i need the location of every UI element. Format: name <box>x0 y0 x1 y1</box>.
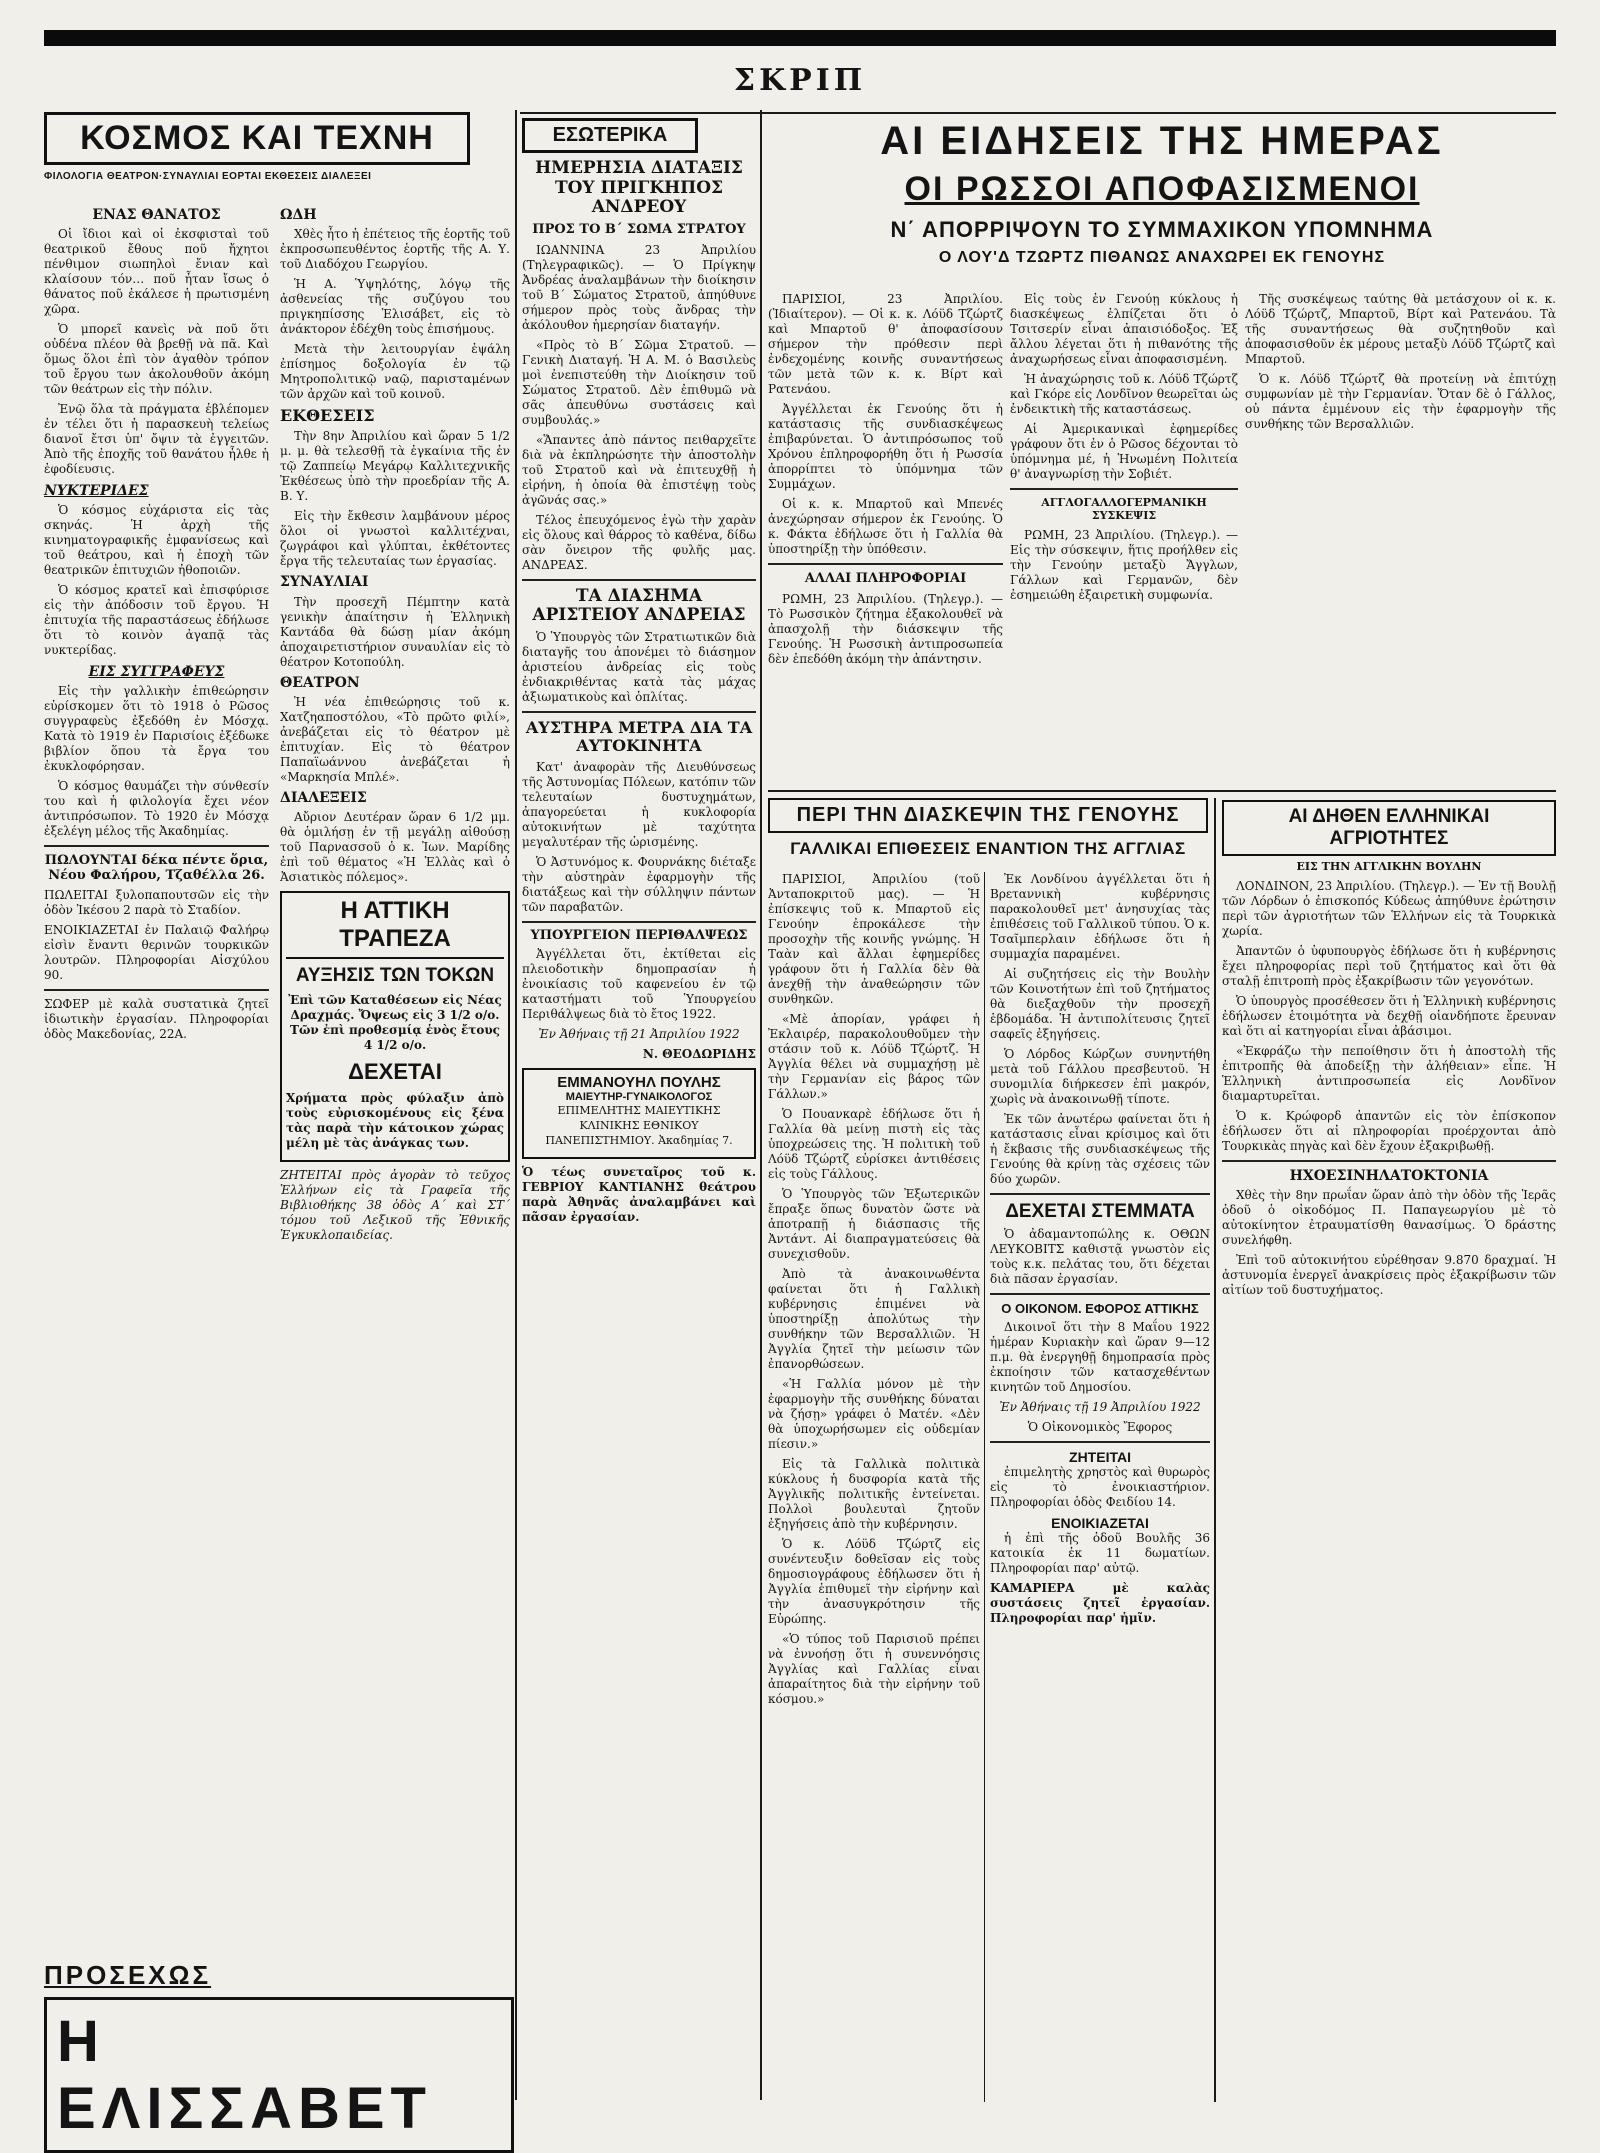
article-heading: ΕΝΑΣ ΘΑΝΑΤΟΣ <box>92 207 221 223</box>
article-subheading: ΕΙΣ ΤΗΝ ΑΓΓΛΙΚΗΝ ΒΟΥΛΗΝ <box>1296 860 1482 873</box>
paragraph: Ὁ ὑπουργὸς προσέθεσεν ὅτι ἡ Ἑλληνικὴ κυβέρνησις ἐδήλωσεν ἑτοιμότητα νὰ δεχθῇ οἱανδήποτε ἔρευναν καὶ ὅτι αἱ κατηγορίαι εἶναι ἀβάσιμοι. <box>1222 994 1556 1038</box>
column-rule <box>760 110 762 2100</box>
column-1 <box>44 205 269 1905</box>
notice-text: Δικοινοῖ ὅτι τὴν 8 Μαΐου 1922 ἡμέραν Κυριακὴν καὶ ὥραν 9—12 π.μ. θὰ ἐνεργηθῇ δημοπρασία πρὸς ἐκποίησιν τῶν κατασχεθέντων κινητῶν τοῦ Δημοσίου. <box>990 1320 1210 1394</box>
paragraph: Κατ' ἀναφορὰν τῆς Διευθύνσεως τῆς Ἀστυνομίας Πόλεων, κατόπιν τῶν τελευταίων δυστυχημάτων, ἀπαγορεύεται ἡ κυκλοφορία αὐτοκινήτων μὲ ταχύτητα μεγαλυτέραν τῆς ὡρισμένης. <box>522 759 756 849</box>
classified-heading: ΖΗΤΕΙΤΑΙ <box>1069 1449 1131 1465</box>
news-col-a <box>768 292 1003 782</box>
article-heading: ΗΧΟΕΣΙΝΗΛΑΤΟΚΤΟΝΙΑ <box>1289 1168 1489 1184</box>
paragraph: Εἰς τὴν γαλλικὴν ἐπιθεώρησιν εὑρίσκομεν ὅτι τὸ 1918 ὁ Ρῶσος συγγραφεὺς ἐξεδόθη ἐν Μόσχᾳ. Κατὰ τὸ 1919 ἐν Παρισίοις ἐξέδωκε βιβλίον ὅπου τὰ ἔργα του ἐκυκλοφόρησαν. <box>44 684 269 774</box>
classified-ad: ΖΗΤΕΙΤΑΙ πρὸς ἀγορὰν τὸ τεῦχος Ἑλλήνων εἰς τὰ Γραφεῖα τῆς Βιβλιοθήκης 38 ὁδὸς Α΄ καὶ ΣΤ΄ τόμου τοῦ Λεξικοῦ τῆς Ἐθνικῆς Ἐγκυκλοπαιδείας. <box>280 1167 510 1242</box>
doctor-ad <box>522 1068 756 1159</box>
classified-text: ἡ ἐπὶ τῆς ὁδοῦ Βουλῆς 36 κατοικία ἐκ 11 δωματίων. Πληροφορίαι παρ' αὐτῷ. <box>990 1531 1210 1575</box>
ad-heading: ΕΜΜΑΝΟΥΗΛ ΠΟΥΛΗΣ <box>557 1074 721 1092</box>
column-3 <box>522 118 756 2108</box>
paragraph: «Ὁ τύπος τοῦ Παρισιοῦ πρέπει νὰ ἐννοήσῃ ὅτι ἡ συνεννόησις Ἀγγλίας καὶ Γαλλίας εἶναι ἀπαραίτητος διὰ τὴν εἰρήνην τοῦ κόσμου.» <box>768 1632 980 1706</box>
article-heading: ΘΕΑΤΡΟΝ <box>280 674 360 691</box>
news-col-c <box>1245 292 1556 782</box>
divider <box>522 579 756 581</box>
signature-name: Ν. ΘΕΟΔΩΡΙΔΗΣ <box>642 1047 756 1062</box>
paragraph: Ἐπὶ τοῦ αὐτοκινήτου εὑρέθησαν 9.870 δραχμαί. Ἡ ἀστυνομία ἐνεργεῖ ἀνακρίσεις πρὸς ἐξακρίβωσιν τῶν αἰτίων τοῦ δυστυχήματος. <box>1222 1253 1556 1298</box>
banner-title: Η ΕΛΙΣΣΑΒΕΤ <box>44 1997 514 2153</box>
article-heading: ΔΙΑΛΕΞΕΙΣ <box>280 789 367 806</box>
column-rule <box>515 110 517 2100</box>
divider <box>44 989 269 991</box>
notice-signature: Ὁ Οἰκονομικὸς Ἔφορος <box>1027 1420 1173 1434</box>
notice-date: Ἐν Ἀθήναις τῇ 19 Ἀπριλίου 1922 <box>999 1400 1201 1414</box>
paragraph: Ὁ κόσμος κρατεῖ καὶ ἐπισφύρισε εἰς τὴν ἀπόδοσιν τοῦ ἔργου. Ἡ ἐπιτυχία τῆς παραστάσεως ἐδήλωσε ὅτι τὸ κοινὸν ἀγαπᾷ τὰς νυκτερίδας. <box>44 583 269 658</box>
ad-heading: Η ΑΤΤΙΚΗ ΤΡΑΠΕΖΑ <box>286 897 504 959</box>
divider <box>1010 488 1238 490</box>
article-heading: ΩΔΗ <box>280 207 317 223</box>
paragraph: Ἐκ τῶν ἀνωτέρω φαίνεται ὅτι ἡ κατάστασις εἶναι κρίσιμος καὶ ὅτι ἡ ἔκβασις τῆς συνδιασκέψεως τῆς Γενούης θὰ κρίνῃ τὰς σχέσεις τῶν δύο χωρῶν. <box>990 1112 1210 1186</box>
paragraph: Εἰς τὰ Γαλλικὰ πολιτικὰ κύκλους ἡ δυσφορία κατὰ τῆς Ἀγγλικῆς πολιτικῆς ἐντείνεται. Πολλοὶ βουλευταὶ ζητοῦν ἐξηγήσεις ἀπὸ τὴν κυβέρνησιν. <box>768 1457 980 1531</box>
paragraph: Τὴν 8ην Ἀπριλίου καὶ ὥραν 5 1/2 μ. μ. θὰ τελεσθῇ τὰ ἐγκαίνια τῆς ἐν τῷ Ζαππείῳ Μεγάρῳ Καλλιτεχνικῆς Ἐκθέσεως ὑπὸ τὴν προεδρίαν τῆς Α. Β. Υ. <box>280 429 510 504</box>
paragraph: «Ἐκφράζω τὴν πεποίθησιν ὅτι ἡ ἀποστολὴ τῆς ἐπιτροπῆς θὰ ἀποδείξῃ τὴν ἀλήθειαν» εἶπε. Ἡ Ἑλληνικὴ ἀντιπροσωπεία εἰς Λονδῖνον διαμαρτυρεῖται. <box>1222 1044 1556 1103</box>
paragraph: Ἡ νέα ἐπιθεώρησις τοῦ κ. Χατζηαποστόλου, «Τὸ πρῶτο φιλί», ἀνεβάζεται εἰς τὸ θέατρον μὲ ἐπιτυχίαν. Εἰς τὸ θέατρον Παπαϊωάννου ἀνεβάζεται ἡ «Μαρκησία Μπλέ». <box>280 694 510 784</box>
paragraph: «Πρὸς τὸ Β΄ Σῶμα Στρατοῦ. — Γενικὴ Διαταγή. Ἡ Α. Μ. ὁ Βασιλεὺς μοὶ ἐνεπιστεύθη τὴν Διοίκησιν τοῦ Σώματος Στρατοῦ. Δὲν ἐπιθυμῶ νὰ σᾶς ἀπευθύνω συστάσεις καὶ συμβουλάς.» <box>522 337 756 427</box>
paragraph: Μετὰ τὴν λειτουργίαν ἐψάλη ἐπίσημος δοξολογία ἐν τῷ Μητροπολιτικῷ ναῷ, παρισταμένων τῶν ἀρχῶν καὶ τοῦ κοινοῦ. <box>280 342 510 402</box>
paragraph: Ὁ κόσμος θαυμάζει τὴν σύνθεσίν του καὶ ἡ φιλολογία ἔχει νέον ἀντιπρόσωπον. Τὸ 1920 ἐν Μόσχᾳ ἐξελέγη μέλος τῆς Ἀκαδημίας. <box>44 779 269 839</box>
classified-ad: ΣΩΦΕΡ μὲ καλὰ συστατικὰ ζητεῖ ἰδιωτικὴν ἐργασίαν. Πληροφορίαι ὁδὸς Μακεδονίας, 22Α. <box>44 997 269 1042</box>
column-2 <box>280 205 510 1950</box>
paragraph: Ἀπαντῶν ὁ ὑφυπουργὸς ἐδήλωσε ὅτι ἡ κυβέρνησις ἔχει πληροφορίας περὶ τοῦ ζητήματος καὶ ὅτι θὰ σταλῇ ἐπιτροπὴ πρὸς ἐξακρίβωσιν τῶν γεγονότων. <box>1222 944 1556 988</box>
column-rule <box>1214 798 1216 2102</box>
bottom-banner <box>44 1960 514 2141</box>
news-col-b <box>1010 292 1238 782</box>
classified-ad: ΚΑΜΑΡΙΕΡΑ μὲ καλὰς συστάσεις ζητεῖ ἐργασίαν. Πληροφορίαι παρ' ἡμῖν. <box>990 1581 1210 1625</box>
main-subheadline: Ν΄ ΑΠΟΡΡΙΨΟΥΝ ΤΟ ΣΥΜΜΑΧΙΚΟΝ ΥΠΟΜΝΗΜΑ <box>890 217 1434 242</box>
bank-ad <box>280 891 510 1162</box>
article-heading: ΑΙ ΔΗΘΕΝ ΕΛΛΗΝΙΚΑΙ ΑΓΡΙΟΤΗΤΕΣ <box>1222 800 1556 856</box>
ad-heading: ΔΕΧΕΤΑΙ ΣΤΕΜΜΑΤΑ <box>1005 1201 1195 1222</box>
article-subheading: ΠΡΟΣ ΤΟ Β΄ ΣΩΜΑ ΣΤΡΑΤΟΥ <box>532 221 746 237</box>
paragraph: Εἰς τὴν ἔκθεσιν λαμβάνουν μέρος ὅλοι οἱ γνωστοὶ καλλιτέχναι, ζωγράφοι καὶ γλύπται, ἐκθέτοντες ἔργα τῆς τελευταίας των ἐργασίας. <box>280 509 510 569</box>
ad-text: ΕΠΙΜΕΛΗΤΗΣ ΜΑΙΕΥΤΙΚΗΣ ΚΛΙΝΙΚΗΣ ΕΘΝΙΚΟΥ ΠΑΝΕΠΙΣΤΗΜΙΟΥ. Ἀκαδημίας 7. <box>545 1104 733 1148</box>
main-subheadline: Ο ΛΟΥ'Δ ΤΖΩΡΤΖ ΠΙΘΑΝΩΣ ΑΝΑΧΩΡΕΙ ΕΚ ΓΕΝΟΥΗΣ <box>938 249 1386 266</box>
paragraph: Ἡ Α. Ὑψηλότης, λόγῳ τῆς ἀσθενείας τῆς συζύγου του πριγκηπίσσης Ἐλισάβετ, εἰς τὸ ἀνάκτορον ἐδέχθη τοὺς ἐπισήμους. <box>280 277 510 337</box>
paragraph: Οἱ κ. κ. Μπαρτοῦ καὶ Μπενές ἀνεχώρησαν σήμερον ἐκ Γενούης. Ὁ κ. Φάκτα ἐδήλωσε ὅτι ἡ Γαλλία θὰ ὑποστηρίξῃ τὴν ὑπόθεσιν. <box>768 497 1003 556</box>
genoa-col-a <box>768 872 980 2102</box>
paragraph: Αἱ Ἀμερικανικαὶ ἐφημερίδες γράφουν ὅτι ἐν ὁ Ρῶσος δέχονται τὸ ὑπόμνημα μέ, ἡ Ἡνωμένη Πολιτεία θ' ἀναγνωρίσῃ τὴν Σοβιέτ. <box>1010 422 1238 481</box>
paragraph: Ὁ κ. Λόϋδ Τζώρτζ θὰ προτείνῃ νὰ ἐπιτύχῃ συμφωνίαν μὲ τὴν Γερμανίαν. Ὅταν δὲ ὁ Γάλλος, οὐ πάντα ἐμμένουν εἰς τὴν ἐφαρμογὴν τῆς συνθήκης τῶν Βερσαλλιῶν. <box>1245 372 1556 431</box>
paragraph: ΠΑΡΙΣΙΟΙ, Ἀπριλίου (τοῦ Ἀνταποκριτοῦ μας). — Ἡ ἐπίσκεψις τοῦ κ. Μπαρτοῦ εἰς Γενούην ἐπροκάλεσε τὴν προσοχὴν τῆς κοινῆς γνώμης. Ἡ Ταὰν καὶ ἄλλαι ἐφημερίδες γράφουν ὅτι ἡ Γαλλία δὲν θὰ ἀνεχθῇ τὴν ἀναθεώρησιν τῶν συνθηκῶν. <box>768 872 980 1006</box>
paragraph: Ὁ Λόρδος Κώρζων συνηντήθη μετὰ τοῦ Γάλλου πρεσβευτοῦ. Ἡ συνομιλία διήρκεσεν ἐπὶ μακρόν, χωρὶς νὰ ἀνακοινωθῇ τίποτε. <box>990 1047 1210 1106</box>
column-5 <box>1222 800 1556 2100</box>
paragraph: «Ἅπαντες ἀπὸ πάντος πειθαρχεῖτε διὰ νὰ ἐκπληρώσητε τὴν ἀποστολὴν τοῦ Στρατοῦ καὶ νὰ ἐπιτευχθῇ ἡ εἰρήνη, ἡ ὁποία θὰ ἐπιστέψῃ τοὺς ἀγῶνάς σας.» <box>522 432 756 507</box>
ad-subheading: ΜΑΙΕΥΤΗΡ-ΓΥΝΑΙΚΟΛΟΓΟΣ <box>565 1091 713 1104</box>
banner-label: ΠΡΟΣΕΧΩΣ <box>44 1960 212 1990</box>
article-heading: ΤΑ ΔΙΑΣΗΜΑ ΑΡΙΣΤΕΙΟΥ ΑΝΔΡΕΙΑΣ <box>532 585 746 626</box>
article-subheading: ΑΓΓΛΟΓΑΛΛΟΓΕΡΜΑΝΙΚΗ ΣΥΣΚΕΨΙΣ <box>1041 496 1207 522</box>
classified-ad: ΠΩΛΕΙΤΑΙ ξυλοπαπουτσῶν εἰς τὴν ὁδὸν Ἱκέσου 2 παρὰ τὸ Σταδίον. <box>44 888 269 918</box>
classified-text: ἐπιμελητὴς χρηστὸς καὶ θυρωρὸς εἰς τὸ ἐνοικιαστήριον. Πληροφορίαι ὁδὸς Φειδίου 14. <box>990 1465 1210 1509</box>
section-title: ΕΣΩΤΕΡΙΚΑ <box>522 118 698 153</box>
paragraph: ΠΑΡΙΣΙΟΙ, 23 Ἀπριλίου. (Ἰδιαίτερον). — Οἱ κ. κ. Λόϋδ Τζώρτζ καὶ Μπαρτοῦ θ' ἀποφασίσουν σήμερον τὴν πρόθεσιν περὶ ἐνδεχομένης κοινῆς συναντήσεως τῶν μετὰ τῶν κ. κ. Βίρτ καὶ Ρατενάου. <box>768 292 1003 396</box>
banner-headline: ΑΙ ΕΙΔΗΣΕΙΣ ΤΗΣ ΗΜΕΡΑΣ <box>880 119 1444 163</box>
article-heading: ΣΥΝΑΥΛΙΑΙ <box>280 574 369 591</box>
article-heading: ΑΥΣΤΗΡΑ ΜΕΤΡΑ ΔΙΑ ΤΑ ΑΥΤΟΚΙΝΗΤΑ <box>525 717 753 756</box>
paragraph: Ὁ Ὑπουργὸς τῶν Ἐξωτερικῶν ἔπραξε ὅπως δυνατὸν ὥστε νὰ ἀποτραπῇ ἡ διάσπασις τῆς Ἀντάντ. Αἱ διαπραγματεύσεις θὰ συνεχισθοῦν. <box>768 1187 980 1261</box>
paragraph: Ὁ κόσμος εὐχάριστα εἰς τὰς σκηνάς. Ἡ ἀρχὴ τῆς κινηματογραφικῆς ἐμφανίσεως καὶ τοῦ θεάτρου, καὶ ἡ ἐποχὴ τῶν θεατρικῶν ἐπιτυχιῶν ἠθοποιῶν. <box>44 503 269 578</box>
notice-heading: Ο ΟΙΚΟΝΟΜ. ΕΦΟΡΟΣ ΑΤΤΙΚΗΣ <box>1001 1301 1199 1316</box>
paragraph: Τῆς συσκέψεως ταύτης θὰ μετάσχουν οἱ κ. κ. Λόϋδ Τζώρτζ, Μπαρτοῦ, Βίρτ καὶ Ρατενάου. Τὰ τῆς συναντήσεως θὰ συζητηθοῦν καὶ ἀποφασισθοῦν ἐκ μέρους μεταξὺ Λόϋδ Τζώρτζ καὶ Μπαρτοῦ. <box>1245 292 1556 366</box>
paragraph: Ὁ κ. Λόϋδ Τζώρτζ εἰς συνέντευξιν δοθεῖσαν εἰς τοὺς δημοσιογράφους ἐδήλωσεν ὅτι ἡ Ἀγγλία ἐπιθυμεῖ τὴν εἰρήνην καὶ τὴν ἀνασυγκρότησιν τῆς Εὐρώπης. <box>768 1537 980 1626</box>
classified-heading: ΕΝΟΙΚΙΑΖΕΤΑΙ <box>1051 1515 1149 1531</box>
paragraph: Τὴν προσεχῆ Πέμπτην κατὰ γενικὴν ἀπαίτησιν ἡ Ἑλληνικὴ Καντάδα θὰ δώσῃ μίαν ἀκόμη ἀποχαιρετιστήριον συναυλίαν εἰς τὸ θέατρον Κοτοπούλη. <box>280 594 510 669</box>
genoa-header <box>768 798 1208 868</box>
paragraph: ΡΩΜΗ, 23 Ἀπριλίου. (Τηλεγρ.). — Τὸ Ρωσσικὸν ζήτημα ἐξακολουθεῖ νὰ ἀπασχολῇ τὴν διάσκεψιν τῆς Γενούης. Ἡ Ρωσσικὴ ἀντιπροσωπεία δὲν ἐπεδόθη ἀκόμη τὴν ἀπάντησιν. <box>768 592 1003 666</box>
divider <box>768 563 1003 565</box>
paragraph: Ἀγγέλλεται ὅτι, ἐκτίθεται εἰς πλειοδοτικὴν δημοπρασίαν ἡ ἐνοικίασις τοῦ καφενείου ἐν τῷ καταστήματι τοῦ Ὑπουργείου Περιθάλψεως διὰ τὸ ἔτος 1922. <box>522 947 756 1022</box>
article-heading: ΕΙΣ ΣΥΓΓΡΑΦΕΥΣ <box>88 664 225 681</box>
article-heading: ΕΚΘΕΣΕΙΣ <box>280 406 375 426</box>
paragraph: «Ἡ Γαλλία μόνον μὲ τὴν ἐφαρμογὴν τῆς συνθήκης δύναται νὰ ζήσῃ» γράφει ὁ Ματέν. «Δὲν θὰ ὑποχωρήσωμεν εἰς οὐδεμίαν πίεσιν.» <box>768 1377 980 1451</box>
divider <box>522 921 756 923</box>
section-strap: ΦΙΛΟΛΟΓΙΑ ΘΕΑΤΡΟΝ·ΣΥΝΑΥΛΙΑΙ ΕΟΡΤΑΙ ΕΚΘΕΣΕΙΣ ΔΙΑΛΕΞΕΙ <box>44 171 372 182</box>
paragraph: Οἱ ἴδιοι καὶ οἱ ἐκσφισταὶ τοῦ θεατρικοῦ ἔθους ποῦ ἤχητοι πένθιμον σιωπηλοὶ ἔνιαν καὶ κλαίσουν τόν… ποῦ ἦταν ἴσως ὁ θάνατος ποῦ ἐκάλεσε ἡ πρωτισμένη χῶρα. <box>44 227 269 317</box>
paragraph: Ἐκ Λονδίνου ἀγγέλλεται ὅτι ἡ Βρεταννικὴ κυβέρνησις παρακολουθεῖ μετ' ἀνησυχίας τὰς ἐπιθέσεις τοῦ Γαλλικοῦ τύπου. Ὁ κ. Τσαῖμπερλαιν ἐδήλωσε ὅτι ἡ συμμαχία παραμένει. <box>990 872 1210 961</box>
article-heading: ΗΜΕΡΗΣΙΑ ΔΙΑΤΑΞΙΣ ΤΟΥ ΠΡΙΓΚΗΠΟΣ ΑΝΔΡΕΟΥ <box>535 158 743 218</box>
ad-subheading: ΑΥΞΗΣΙΣ ΤΩΝ ΤΟΚΩΝ <box>295 964 495 986</box>
classified-ad: ΠΩΛΟΥΝΤΑΙ δέκα πέντε ὅρια, Νέου Φαλήρου, Τζαθέλλα 26. <box>44 853 269 884</box>
divider <box>990 1293 1210 1295</box>
paragraph: ΛΟΝΔΙΝΟΝ, 23 Ἀπριλίου. (Τηλεγρ.). — Ἐν τῇ Βουλῇ τῶν Λόρδων ὁ ἐπισκοπός Κύδεως ἀπηύθυνε ἐρώτησιν περὶ τῶν ἀγριοτήτων τῶν Ἑλλήνων εἰς τὰ Τουρκικὰ χωρία. <box>1222 879 1556 938</box>
divider <box>522 711 756 713</box>
ad-text: Ἐπὶ τῶν Καταθέσεων εἰς Νέας Δραχμάς. Ὄψεως εἰς 3 1/2 ο/ο. Τῶν ἐπὶ προθεσμίᾳ ἑνὸς ἔτους 4 1/2 ο/ο. <box>288 992 502 1052</box>
divider <box>44 845 269 847</box>
main-headline: ΟΙ ΡΩΣΣΟΙ ΑΠΟΦΑΣΙΣΜΕΝΟΙ <box>904 170 1420 208</box>
ad-text: Χρήματα πρὸς φύλαξιν ἀπὸ τοὺς εὐρισκομένους εἰς ξένα τὰς παρὰ τὴν κάτοικον χώρας μέλη μὲ τὰς ἀνάγκας των. <box>286 1090 504 1150</box>
divider <box>990 1193 1210 1195</box>
top-rule <box>44 30 1556 46</box>
paragraph: Ἐνῷ ὅλα τὰ πράγματα ἐβλέπομεν ἐν τέλει ὅτι ἡ παρασκευὴ τελείως διανοῖ ἔτσι ὑπ' ὄψιν τὰ ἐγγειτῶν. Ἀπὸ τῆς ἐποχῆς τοῦ θανάτου ἦλθε ἡ ἐφοδίευσις. <box>44 402 269 477</box>
signature-date: Ἐν Ἀθήναις τῇ 21 Ἀπριλίου 1922 <box>538 1027 740 1042</box>
paragraph: Τέλος ἐπευχόμενος ἐγὼ τὴν χαρὰν εἰς ὅλους καὶ θάρρος τὸ καθένα, δίδω σὰν ὄνειρον τῆς φυλῆς μας. ΑΝΔΡΕΑΣ. <box>522 512 756 572</box>
masthead: ΣΚΡΙΠ <box>733 63 867 98</box>
article-heading: ΝΥΚΤΕΡΙΔΕΣ <box>44 483 149 500</box>
paragraph: Ὁ κ. Κρώφορδ ἀπαντῶν εἰς τὸν ἐπίσκοπον ἐδήλωσεν ὅτι αἱ πληροφορίαι προέρχονται ἀπὸ Τουρκικὰς πηγὰς καὶ δὲν ἔχουν ἐξακριβωθῇ. <box>1222 1109 1556 1153</box>
paragraph: Ὁ Ἀστυνόμος κ. Φουρνάκης διέταξε τὴν αὐστηρὰν ἐφαρμογὴν τῆς διατάξεως καὶ τὴν σύλληψιν πάντων τῶν παραβατῶν. <box>522 854 756 914</box>
paragraph: Ἡ ἀναχώρησις τοῦ κ. Λόϋδ Τζώρτζ καὶ Γκόρε εἰς Λονδῖνον θεωρεῖται ὡς ἐνδεικτικὴ τῆς καταστάσεως. <box>1010 372 1238 416</box>
article-subheading: ΓΑΛΛΙΚΑΙ ΕΠΙΘΕΣΕΙΣ ΕΝΑΝΤΙΟΝ ΤΗΣ ΑΓΓΛΙΑΣ <box>790 839 1186 858</box>
paragraph: Χθὲς τὴν 8ην πρωΐαν ὥραν ἀπὸ τὴν ὁδὸν τῆς Ἱερᾶς ὁδοῦ ὁ οἰκοδόμος Π. Παπαγεωργίου μὲ τὸ αὐτοκίνητον ἐτραυματίσθη θανασίμως. Ὁ δράστης συνελήφθη. <box>1222 1188 1556 1248</box>
ad-heading: ΔΕΧΕΤΑΙ <box>348 1058 442 1084</box>
divider <box>768 790 1556 792</box>
paragraph: Εἰς τοὺς ἐν Γενούῃ κύκλους ἡ διασκέψεως ἐλπίζεται ὅτι ὁ Τσιτσερίν εἶναι ἀπαισιόδοξος. Ἐξ ἄλλου λέγεται ὅτι ἡ πιθανότης τῆς ἀναχωρήσεως εἶναι ἀποφασισμένη. <box>1010 292 1238 366</box>
paragraph: Ἀγγέλλεται ἐκ Γενούης ὅτι ἡ κατάστασις τῆς συνδιασκέψεως ἐπιβαρύνεται. Ὁ ἀντιπρόσωπος τοῦ Χρόνου ἐπληροφορήθη ὅτι ἡ Ρωσσία ἀπορρίπτει τὸ ὑπόμνημα τῶν Συμμάχων. <box>768 402 1003 491</box>
column-rule <box>984 872 985 2102</box>
divider <box>1222 1160 1556 1162</box>
paragraph: Ὁ Ὑπουργὸς τῶν Στρατιωτικῶν διὰ διαταγῆς του ἀπονέμει τὸ διάσημον ἀριστείου ἀνδρείας εἰς τοὺς ἐνδιακριθέντας κατὰ τὰς μάχας ἀξιωματικοὺς καὶ ὁπλίτας. <box>522 629 756 704</box>
paragraph: Χθὲς ἦτο ἡ ἐπέτειος τῆς ἑορτῆς τοῦ ἐκπροσωπευθέντος ἑορτῆς τῆς Α. Υ. τοῦ Διαδόχου Γεωργίου. <box>280 227 510 272</box>
divider <box>990 1441 1210 1443</box>
classified-ad: ΕΝΟΙΚΙΑΖΕΤΑΙ ἐν Παλαιῷ Φαλήρῳ εἰσὶν ἔναντι θερινῶν τουρκικῶν λουτρῶν. Πληροφορίαι Αἰσχύλου 90. <box>44 923 269 983</box>
paragraph: ΙΩΑΝΝΙΝΑ 23 Ἀπριλίου (Τηλεγραφικῶς). — Ὁ Πρίγκηψ Ἀνδρέας ἀναλαμβάνων τὴν διοίκησιν τοῦ Β΄ Σώματος Στρατοῦ, ἀπηύθυνε σήμερον πρὸς τοὺς ἄνδρας τὴν ἀκόλουθον ἡμερησίαν διαταγήν. <box>522 242 756 332</box>
paragraph: Αἱ συζητήσεις εἰς τὴν Βουλὴν τῶν Κοινοτήτων ἐπὶ τοῦ ζητήματος θὰ διεξαχθοῦν τὴν προσεχῆ ἑβδομάδα. Ἡ ἀντιπολίτευσις ζητεῖ σαφεῖς ἐξηγήσεις. <box>990 967 1210 1041</box>
paragraph: Αὔριον Δευτέραν ὥραν 6 1/2 μμ. θὰ ὁμιλήσῃ ἐν τῇ μεγάλῃ αἰθούσῃ τοῦ Παρνασσοῦ ὁ κ. Ἰων. Μαρίδης ἐπὶ τοῦ θέματος «Ἡ Ἑλλὰς καὶ ὁ Ἀσιατικὸς πόλεμος». <box>280 809 510 884</box>
article-heading: ΠΕΡΙ ΤΗΝ ΔΙΑΣΚΕΨΙΝ ΤΗΣ ΓΕΝΟΥΗΣ <box>768 798 1208 833</box>
article-subheading: ΑΛΛΑΙ ΠΛΗΡΟΦΟΡΙΑΙ <box>804 571 967 586</box>
header-rule <box>520 112 1556 114</box>
genoa-col-b <box>990 872 1210 2102</box>
paragraph: Ὁ μπορεῖ κανεὶς νὰ ποῦ ὅτι οὐδένα πλέον θὰ βρεθῇ νὰ πᾶ. Καὶ ὅμως ὅλοι ἐπὶ τὸν ἀγαθὸν τρόπον τοῦ ἔργου των ἀκολουθοῦν ἀκόμη τῶν θεάτρων εἰς τὴν πόλιν. <box>44 322 269 397</box>
paragraph: Ὁ Πουανκαρὲ ἐδήλωσε ὅτι ἡ Γαλλία θὰ μείνῃ πιστὴ εἰς τὰς ὑποχρεώσεις της. Ἡ πολιτικὴ τοῦ Λόϋδ Τζώρτζ εὑρίσκει ἀντιθέσεις εἰς τοὺς Γάλλους. <box>768 1107 980 1181</box>
paragraph: «Μὲ ἀπορίαν, γράφει ἡ Ἐκλαιρέρ, παρακολουθοῦμεν τὴν στάσιν τοῦ κ. Λόϋδ Τζώρτζ. Ἡ Ἀγγλία θέλει νὰ συμμαχήσῃ μὲ τὴν Γερμανίαν εἰς βάρος τῶν Γάλλων.» <box>768 1012 980 1101</box>
paragraph: ΡΩΜΗ, 23 Ἀπριλίου. (Τηλεγρ.). — Εἰς τὴν σύσκεψιν, ἥτις προήλθεν εἰς τὴν Γενούην μεταξὺ Ἄγγλων, Γάλλων καὶ Γερμανῶν, δὲν ἐσημειώθη ἐξαιρετικὴ συμφωνία. <box>1010 528 1238 602</box>
ad-text: Ὁ ἀδαμαντοπώλης κ. ΟΘΩΝ ΛΕΥΚΟΒΙΤΣ καθιστᾷ γνωστὸν εἰς τοὺς κ.κ. πελάτας του, ὅτι δέχεται διὰ πᾶσαν ἐργασίαν. <box>990 1227 1210 1286</box>
section-header <box>44 112 514 202</box>
section-title: ΚΟΣΜΟΣ ΚΑΙ ΤΕΧΝΗ <box>44 112 470 165</box>
classified-ad: Ὁ τέως συνεταῖρος τοῦ κ. ΓΕΒΡΙΟΥ ΚΑΝΤΙΑΝΗΣ θεάτρου παρὰ Ἀθηνᾶς ἀναλαμβάνει καὶ πᾶσαν ἐργασίαν. <box>522 1165 756 1225</box>
article-heading: ΥΠΟΥΡΓΕΙΟΝ ΠΕΡΙΘΑΛΨΕΩΣ <box>530 927 748 943</box>
paragraph: Ἀπὸ τὰ ἀνακοινωθέντα φαίνεται ὅτι ἡ Γαλλικὴ κυβέρνησις ἐπιμένει νὰ ὑποστηρίξῃ ἀπολύτως τὴν συνθήκην τῶν Βερσαλλιῶν. Ἡ Ἀγγλία ζητεῖ τὴν μείωσιν τῶν ἐπανορθώσεων. <box>768 1267 980 1371</box>
